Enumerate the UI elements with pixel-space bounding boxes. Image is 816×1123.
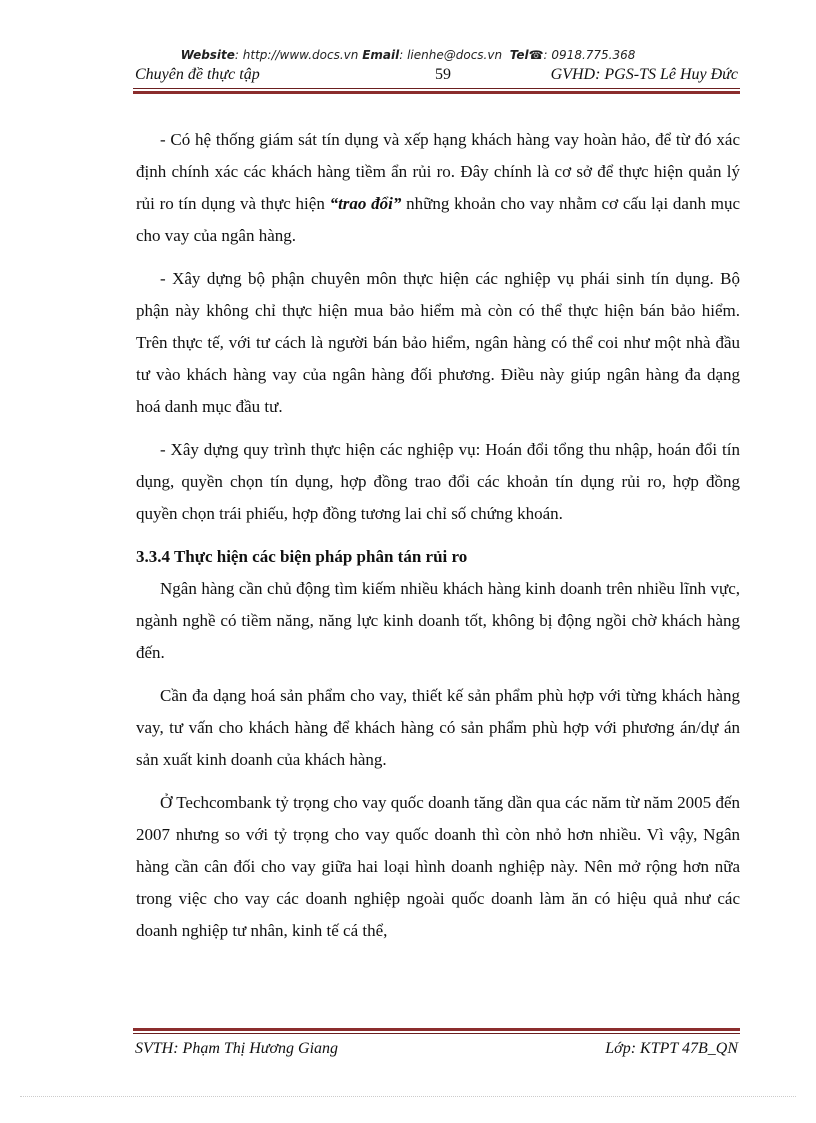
paragraph-4: Ngân hàng cần chủ động tìm kiếm nhiều khách hàng kinh doanh trên nhiều lĩnh vực, ngành nghề có tiềm năng, năng lực kinh doanh tốt, không bị động ngồi chờ khách hàng đến. <box>136 579 740 662</box>
website-url: : http://www.docs.vn <box>234 48 359 62</box>
footer-class: Lớp: KTPT 47B_QN <box>605 1040 738 1057</box>
paragraph-1 <box>136 124 740 252</box>
paragraph-6: Ở Techcombank tỷ trọng cho vay quốc doanh tăng dần qua các năm từ năm 2005 đến 2007 nhưng so với tỷ trọng cho vay quốc doanh thì còn nhỏ hơn nhiều. Vì vậy, Ngân hàng cần cân đối cho vay giữa hai loại hình doanh nghiệp này. Nên mở rộng hơn nữa trong việc cho vay các doanh nghiệp ngoài quốc doanh làm ăn có hiệu quả như các doanh nghiệp tư nhân, kinh tế cá thể, <box>136 793 740 940</box>
paragraph-2: - Xây dựng bộ phận chuyên môn thực hiện các nghiệp vụ phái sinh tín dụng. Bộ phận này không chỉ thực hiện mua bảo hiểm mà còn có thể thực hiện bán bảo hiểm. Trên thực tế, với tư cách là người bán bảo hiểm, ngân hàng có thể coi như một nhà đầu tư vào khách hàng vay của ngân hàng đối phương. Điều này giúp ngân hàng đa dạng hoá danh mục đầu tư. <box>136 269 740 416</box>
quoted-term: “trao đổi” <box>329 194 402 213</box>
footer-rule-thin <box>133 1033 740 1034</box>
website-contact-line <box>0 48 816 62</box>
tel-number: ☎: 0918.775.368 <box>528 48 636 62</box>
header-rule-thin <box>133 88 740 89</box>
header-rule-thick <box>133 91 740 94</box>
email-address: : lienhe@docs.vn <box>399 48 503 62</box>
paragraph-3: - Xây dựng quy trình thực hiện các nghiệp vụ: Hoán đổi tổng thu nhập, hoán đổi tín dụng, quyền chọn tín dụng, hợp đồng trao đổi các khoản tín dụng rủi ro, hợp đồng quyền chọn trái phiếu, hợp đồng tương lai chỉ số chứng khoán. <box>136 440 740 523</box>
website-label: Website <box>180 48 235 62</box>
email-label: Email <box>362 48 400 62</box>
section-heading: 3.3.4 Thực hiện các biện pháp phân tán rủi ro <box>136 547 468 566</box>
paragraph-1-text-a: - Có hệ thống giám sát tín dụng và xếp hạng khách hàng vay hoàn hảo, để từ đó xác định chính xác các khách hàng tiềm ẩn rủi ro. Đây chính là cơ sở để thực hiện quản lý rủi ro tín dụng và thực hiện <box>136 130 740 213</box>
running-header <box>133 66 740 86</box>
header-subject: Chuyên đề thực tập <box>135 66 260 83</box>
tel-label: Tel <box>509 48 529 62</box>
footer-rule-thick <box>133 1028 740 1031</box>
body-text <box>136 124 740 958</box>
paragraph-5: Cần đa dạng hoá sản phẩm cho vay, thiết kế sản phẩm phù hợp với từng khách hàng vay, tư vấn cho khách hàng để khách hàng có sản phẩm phù hợp với phương án/dự án sản xuất kinh doanh của khách hàng. <box>136 686 740 769</box>
footer-student: SVTH: Phạm Thị Hương Giang <box>135 1040 339 1057</box>
header-supervisor: GVHD: PGS-TS Lê Huy Đức <box>550 66 738 83</box>
page-number: 59 <box>435 66 451 83</box>
page-edge-divider <box>20 1096 796 1097</box>
paragraph-1-text-b: những khoản cho vay nhằm cơ cấu lại danh mục cho vay của ngân hàng. <box>136 194 740 245</box>
